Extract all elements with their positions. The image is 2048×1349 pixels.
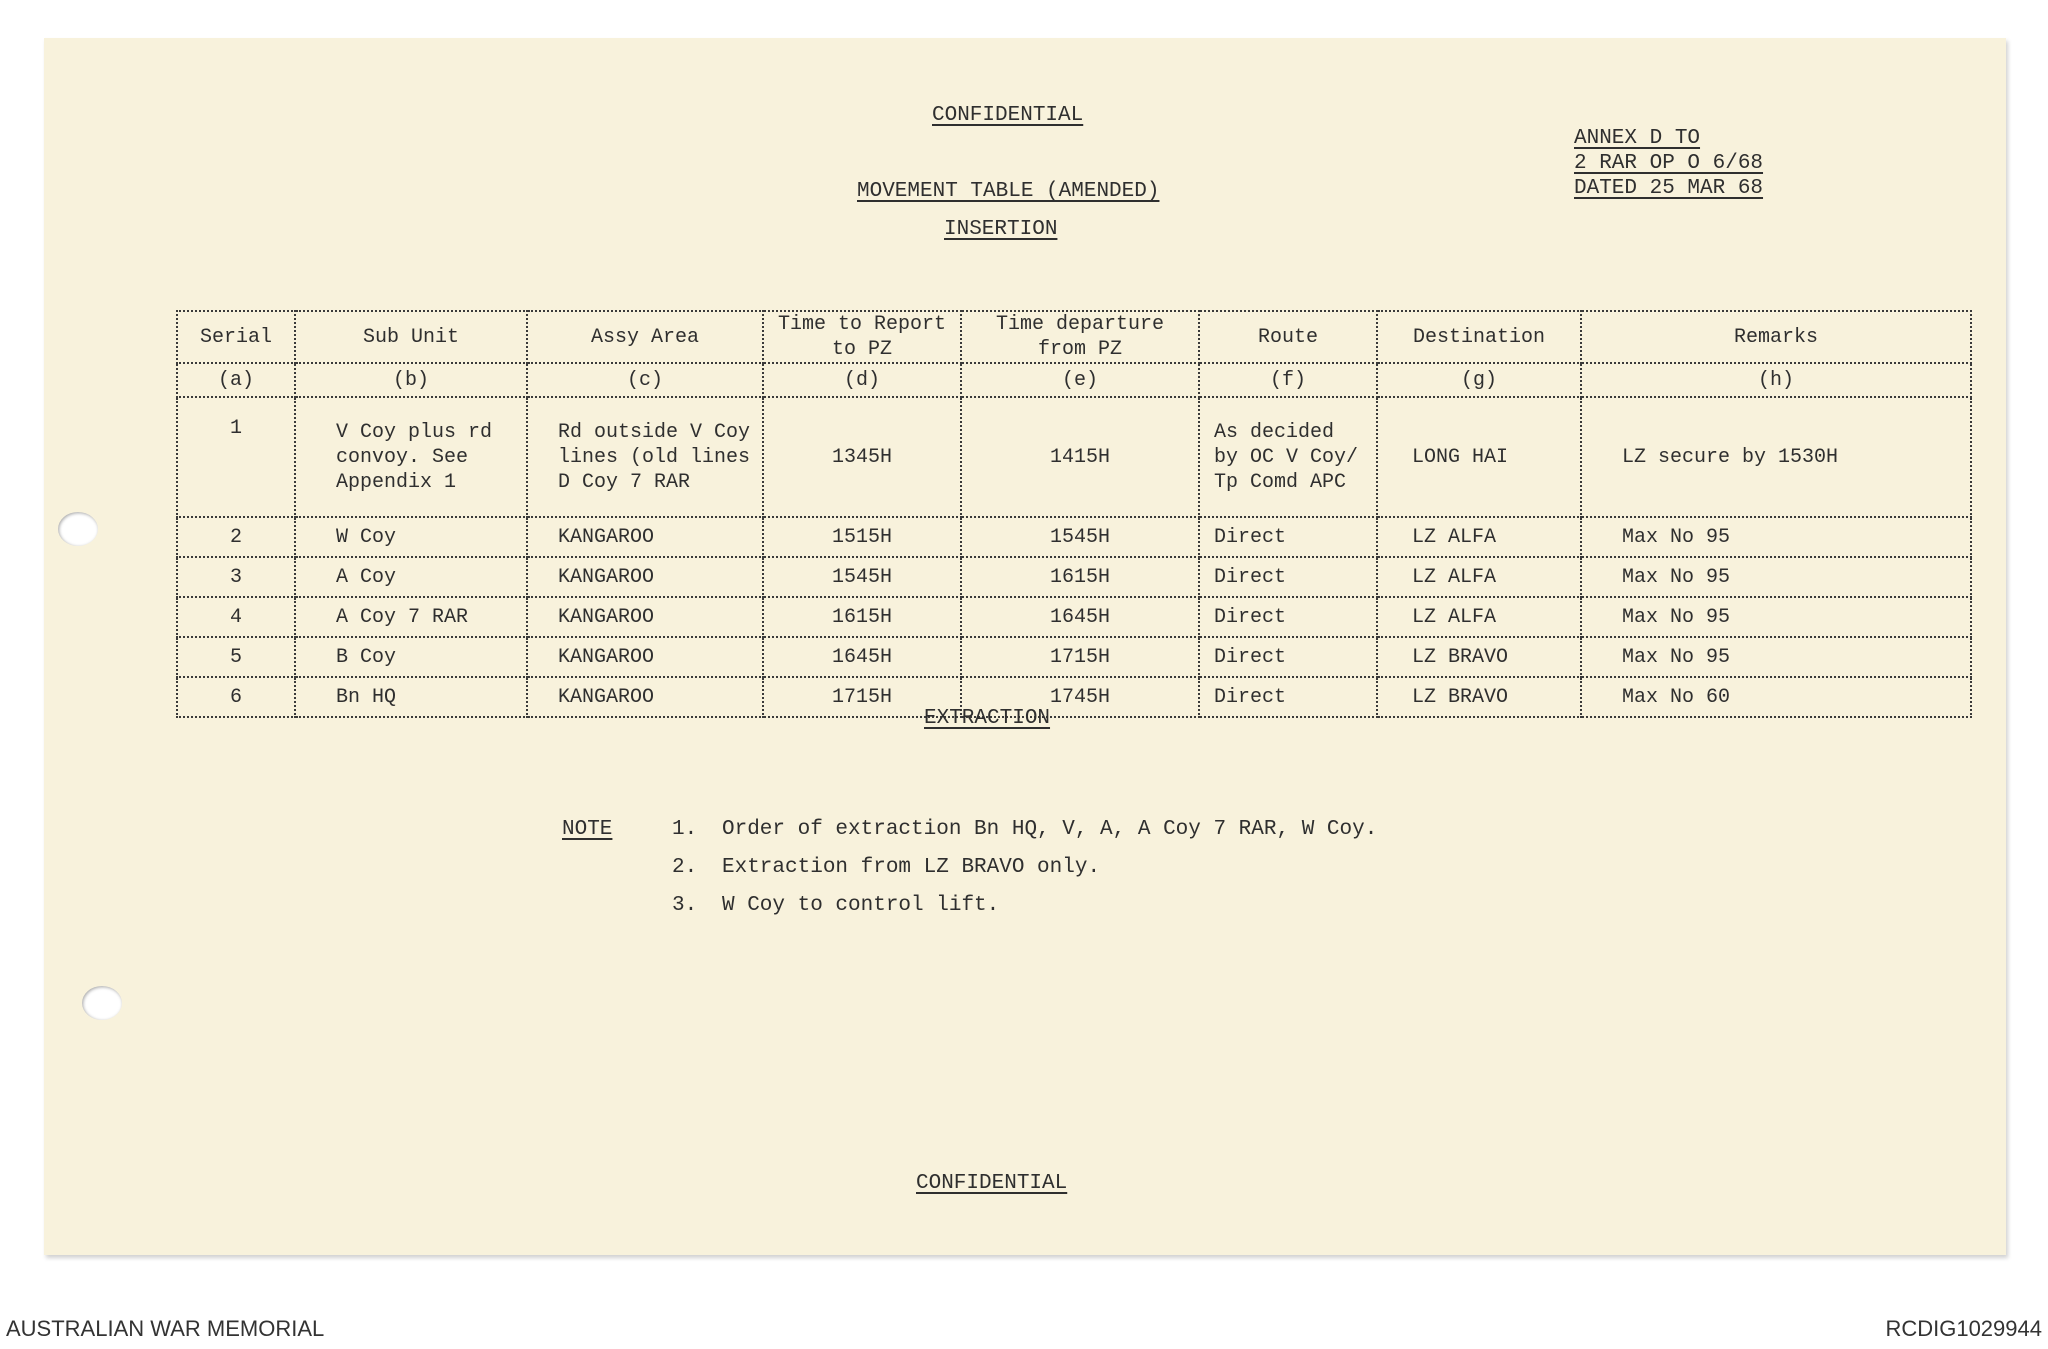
serial-cell: 4 xyxy=(177,597,295,637)
note-text: W Coy to control lift. xyxy=(722,894,1000,917)
remarks-cell: Max No 95 xyxy=(1581,557,1971,597)
column-header: Assy Area xyxy=(527,311,763,363)
departure-time-cell: 1415H xyxy=(961,397,1199,517)
assy-area-cell: KANGAROO xyxy=(527,597,763,637)
serial-cell: 2 xyxy=(177,517,295,557)
column-header: Destination xyxy=(1377,311,1581,363)
movement-table xyxy=(176,310,1972,718)
route-cell: Direct xyxy=(1199,677,1377,717)
route-cell: Direct xyxy=(1199,517,1377,557)
serial-cell: 6 xyxy=(177,677,295,717)
table-row xyxy=(177,517,1971,557)
table-letter-row xyxy=(177,363,1971,397)
column-letter: (b) xyxy=(295,363,527,397)
departure-time-cell: 1645H xyxy=(961,597,1199,637)
destination-cell: LZ ALFA xyxy=(1377,517,1581,557)
report-time-cell: 1715H xyxy=(763,677,961,717)
extraction-heading: EXTRACTION xyxy=(924,707,1051,730)
table-row xyxy=(177,557,1971,597)
route-cell: Direct xyxy=(1199,637,1377,677)
column-header: Time departure from PZ xyxy=(961,311,1199,363)
assy-area-cell: KANGAROO xyxy=(527,557,763,597)
annex-reference xyxy=(1574,126,1763,201)
document-page xyxy=(44,38,2006,1255)
departure-time-cell: 1745H xyxy=(961,677,1199,717)
archive-credit: AUSTRALIAN WAR MEMORIAL xyxy=(6,1316,325,1341)
punch-hole xyxy=(58,512,98,546)
column-header: Serial xyxy=(177,311,295,363)
report-time-cell: 1645H xyxy=(763,637,961,677)
remarks-cell: Max No 95 xyxy=(1581,637,1971,677)
document-subtitle: INSERTION xyxy=(944,218,1058,241)
route-cell: As decided by OC V Coy/ Tp Comd APC xyxy=(1199,397,1377,517)
note-number: 1. xyxy=(672,818,698,841)
column-header: Sub Unit xyxy=(295,311,527,363)
column-header: Route xyxy=(1199,311,1377,363)
sub-unit-cell: Bn HQ xyxy=(295,677,527,717)
classification-top: CONFIDENTIAL xyxy=(932,104,1084,127)
sub-unit-cell: A Coy 7 RAR xyxy=(295,597,527,637)
departure-time-cell: 1715H xyxy=(961,637,1199,677)
report-time-cell: 1615H xyxy=(763,597,961,637)
assy-area-cell: KANGAROO xyxy=(527,517,763,557)
column-letter: (d) xyxy=(763,363,961,397)
table-row xyxy=(177,637,1971,677)
sub-unit-cell: B Coy xyxy=(295,637,527,677)
table-header-row xyxy=(177,311,1971,363)
remarks-cell: Max No 95 xyxy=(1581,517,1971,557)
sub-unit-cell: A Coy xyxy=(295,557,527,597)
note-text: Extraction from LZ BRAVO only. xyxy=(722,856,1101,879)
document-title: MOVEMENT TABLE (AMENDED) xyxy=(857,180,1160,203)
sub-unit-cell: V Coy plus rd convoy. See Appendix 1 xyxy=(295,397,527,517)
annex-line: DATED 25 MAR 68 xyxy=(1574,177,1764,200)
destination-cell: LZ BRAVO xyxy=(1377,677,1581,717)
column-letter: (c) xyxy=(527,363,763,397)
sub-unit-cell: W Coy xyxy=(295,517,527,557)
column-letter: (e) xyxy=(961,363,1199,397)
assy-area-cell: Rd outside V Coy lines (old lines D Coy 7 RAR xyxy=(527,397,763,517)
report-time-cell: 1545H xyxy=(763,557,961,597)
table-row xyxy=(177,397,1971,517)
note-number: 2. xyxy=(672,856,698,879)
table-row xyxy=(177,597,1971,637)
destination-cell: LZ ALFA xyxy=(1377,557,1581,597)
table-row xyxy=(177,677,1971,717)
note-label: NOTE xyxy=(562,818,613,841)
assy-area-cell: KANGAROO xyxy=(527,637,763,677)
report-time-cell: 1345H xyxy=(763,397,961,517)
column-letter: (g) xyxy=(1377,363,1581,397)
departure-time-cell: 1615H xyxy=(961,557,1199,597)
column-letter: (f) xyxy=(1199,363,1377,397)
assy-area-cell: KANGAROO xyxy=(527,677,763,717)
destination-cell: LONG HAI xyxy=(1377,397,1581,517)
remarks-cell: LZ secure by 1530H xyxy=(1581,397,1971,517)
annex-line: 2 RAR OP O 6/68 xyxy=(1574,152,1764,175)
report-time-cell: 1515H xyxy=(763,517,961,557)
remarks-cell: Max No 95 xyxy=(1581,597,1971,637)
note-number: 3. xyxy=(672,894,698,917)
column-header: Time to Report to PZ xyxy=(763,311,961,363)
route-cell: Direct xyxy=(1199,557,1377,597)
destination-cell: LZ ALFA xyxy=(1377,597,1581,637)
column-letter: (h) xyxy=(1581,363,1971,397)
serial-cell: 5 xyxy=(177,637,295,677)
classification-bottom: CONFIDENTIAL xyxy=(916,1172,1068,1195)
annex-line: ANNEX D TO xyxy=(1574,127,1701,150)
route-cell: Direct xyxy=(1199,597,1377,637)
punch-hole xyxy=(82,986,122,1020)
serial-cell: 3 xyxy=(177,557,295,597)
remarks-cell: Max No 60 xyxy=(1581,677,1971,717)
serial-cell: 1 xyxy=(177,397,295,517)
departure-time-cell: 1545H xyxy=(961,517,1199,557)
column-header: Remarks xyxy=(1581,311,1971,363)
column-letter: (a) xyxy=(177,363,295,397)
destination-cell: LZ BRAVO xyxy=(1377,637,1581,677)
note-text: Order of extraction Bn HQ, V, A, A Coy 7 RAR, W Coy. xyxy=(722,818,1378,841)
archive-item-id: RCDIG1029944 xyxy=(1885,1316,2042,1341)
